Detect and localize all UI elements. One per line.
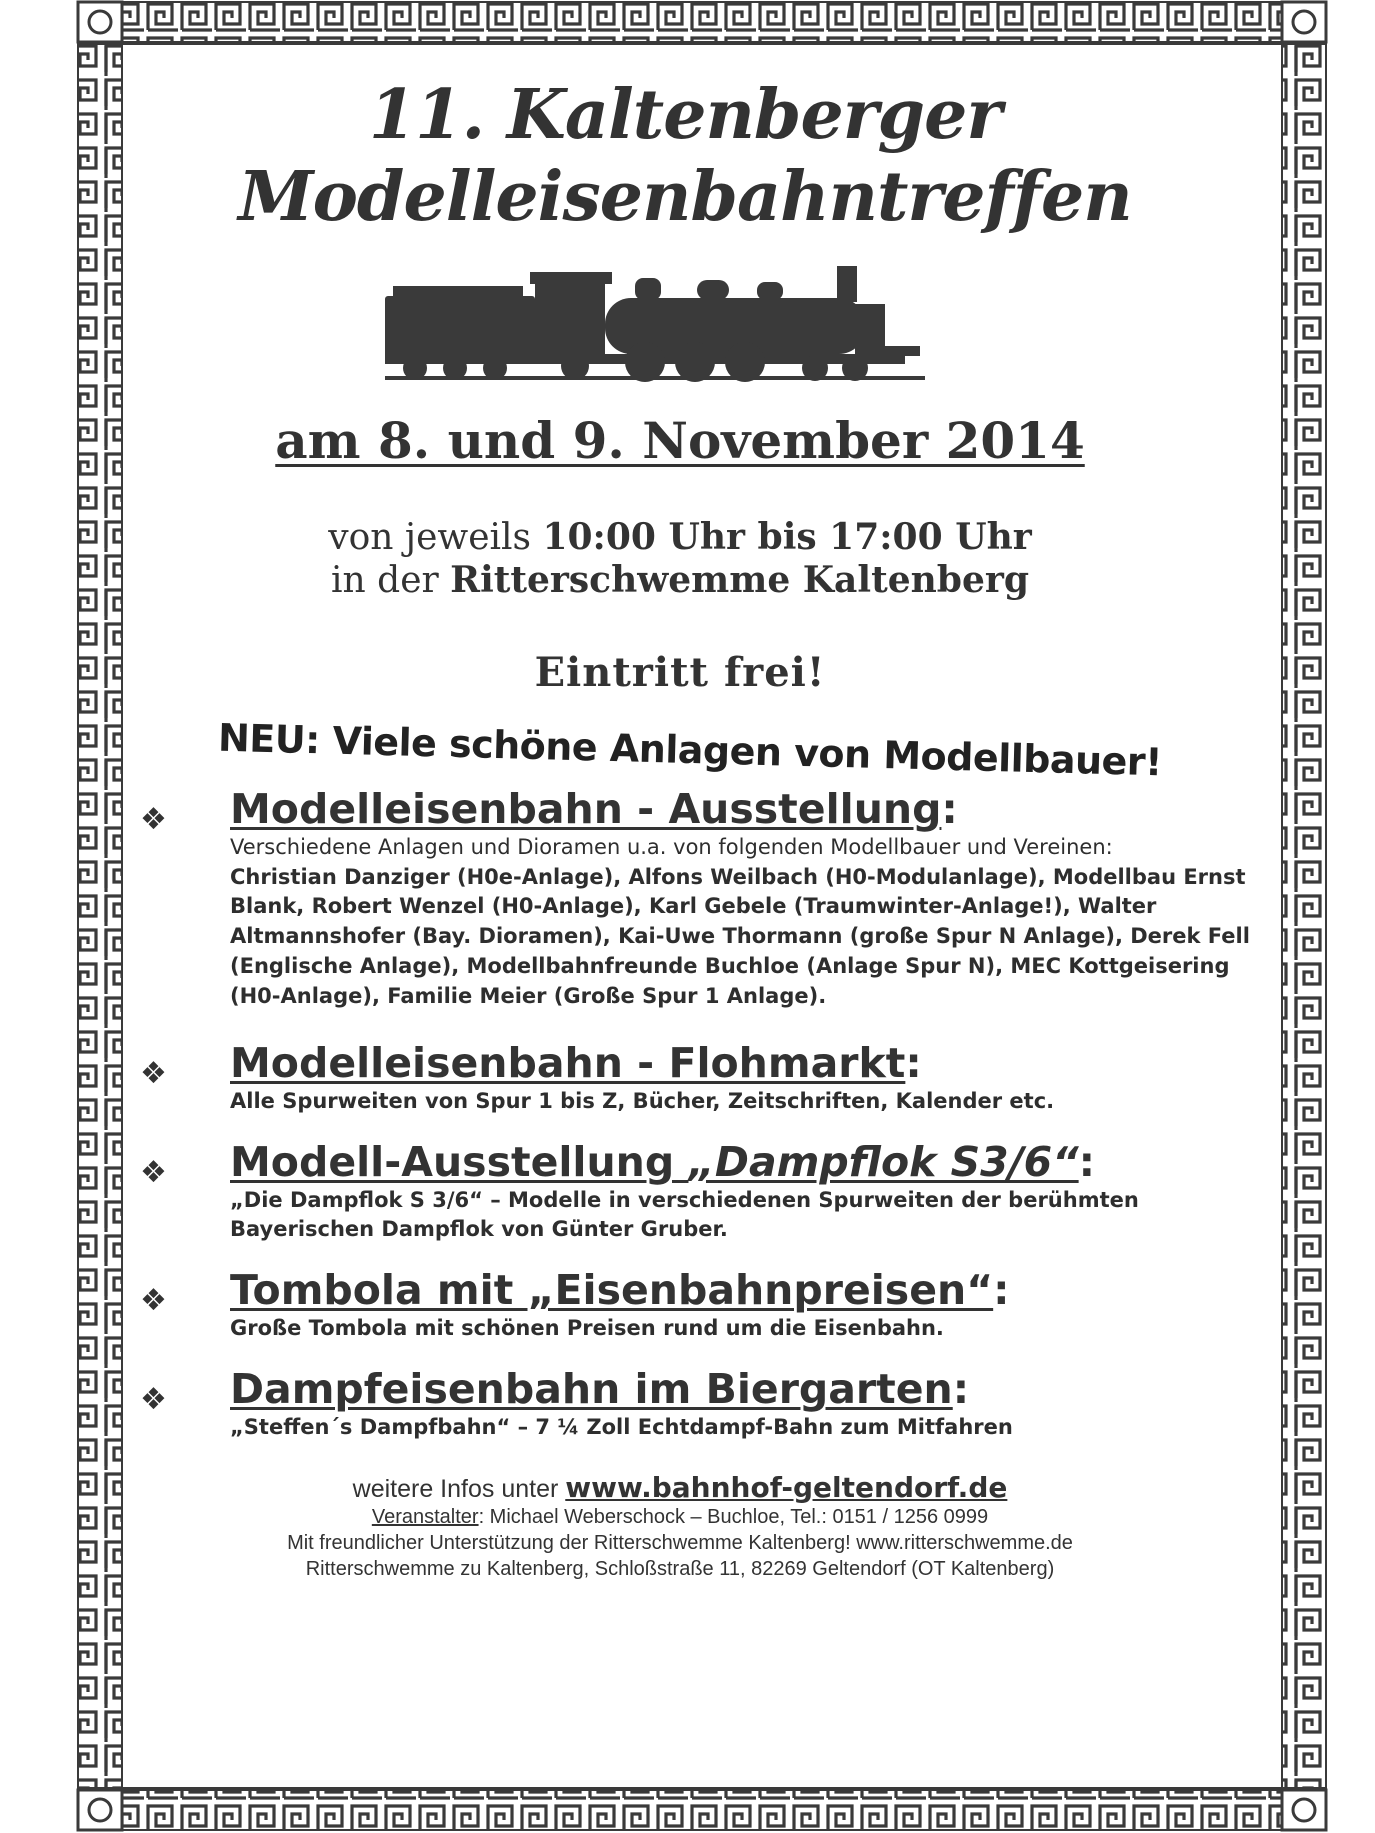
website-link[interactable]: www.bahnhof-geltendorf.de <box>565 1471 1008 1505</box>
location-value: Ritterschwemme Kaltenberg <box>450 559 1029 602</box>
section-body: Alle Spurweiten von Spur 1 bis Z, Bücher, Zeitschriften, Kalender etc. <box>230 1088 1055 1113</box>
section-body: „Steffen´s Dampfbahn“ – 7 ¼ Zoll Echtdampf-Bahn zum Mitfahren <box>230 1415 1013 1440</box>
bullet-icon: ❖ <box>140 1154 167 1190</box>
title-line-2: Modelleisenbahntreffen <box>238 156 1132 237</box>
section-body: „Die Dampflok S 3/6“ – Modelle in verschiedenen Spurweiten der berühmten Bayerischen Dampflok von Günter Gruber. <box>230 1187 1139 1242</box>
support-line: Mit freundlicher Unterstützung der Ritterschwemme Kaltenberg! www.ritterschwemme.de <box>287 1532 1073 1555</box>
section-title: Modell-Ausstellung „Dampflok S3/6“: <box>230 1137 1096 1186</box>
section-title: Modelleisenbahn - Flohmarkt: <box>230 1038 922 1087</box>
section-title: Modelleisenbahn - Ausstellung: <box>230 784 958 833</box>
section-tombola <box>140 1267 1270 1344</box>
location-prefix: in der <box>331 560 451 602</box>
event-times <box>90 516 1270 602</box>
bullet-icon: ❖ <box>140 801 167 837</box>
address-line: Ritterschwemme zu Kaltenberg, Schloßstraße 11, 82269 Geltendorf (OT Kaltenberg) <box>305 1558 1055 1581</box>
section-intro: Verschiedene Anlagen und Dioramen u.a. von folgenden Modellbauer und Vereinen: <box>230 834 1113 859</box>
bullet-icon: ❖ <box>140 1283 167 1319</box>
new-notice: NEU: Viele schöne Anlagen von Modellbauer! <box>217 715 1163 784</box>
bullet-icon: ❖ <box>140 1382 167 1418</box>
admission-notice: Eintritt frei! <box>534 648 826 696</box>
bullet-icon: ❖ <box>140 1055 167 1091</box>
event-date: am 8. und 9. November 2014 <box>275 411 1085 471</box>
flyer-content <box>140 75 1270 1582</box>
more-info <box>90 1471 1270 1504</box>
title-line-1: 11. Kaltenberger <box>368 75 1002 155</box>
section-body: Christian Danziger (H0e-Anlage), Alfons Weilbach (H0-Modulanlage), Modellbau Ernst Blank, Robert Wenzel (H0-Anlage), Karl Gebele (Traumwinter-Anlage!), Walter Altmannshofer (Bay. Dioramen), Kai-Uwe Thormann (große Spur N Anlage), Derek Fell (Englische Anlage), Modellbahnfreunde Buchloe (Anlage Spur N), MEC Kottgeisering (H0-Anlage), Familie Meier (Große Spur 1 Anlage). <box>230 864 1250 1008</box>
organizer: Veranstalter: Michael Weberschock – Buchloe, Tel.: 0151 / 1256 0999 <box>371 1506 989 1529</box>
section-steam-railway <box>140 1366 1270 1443</box>
section-body: Große Tombola mit schönen Preisen rund um die Eisenbahn. <box>230 1316 944 1341</box>
more-info-prefix: weitere Infos unter <box>352 1475 566 1504</box>
section-flea-market <box>140 1040 1270 1117</box>
time-prefix: von jeweils <box>328 517 543 559</box>
section-exhibition <box>140 786 1270 1012</box>
section-dampflok <box>140 1139 1270 1246</box>
section-title: Tombola mit „Eisenbahnpreisen“: <box>230 1266 1010 1315</box>
steam-locomotive-silhouette-icon <box>385 258 925 383</box>
section-title: Dampfeisenbahn im Biergarten: <box>230 1365 970 1414</box>
footer <box>90 1471 1270 1582</box>
time-value: 10:00 Uhr bis 17:00 Uhr <box>542 516 1032 559</box>
